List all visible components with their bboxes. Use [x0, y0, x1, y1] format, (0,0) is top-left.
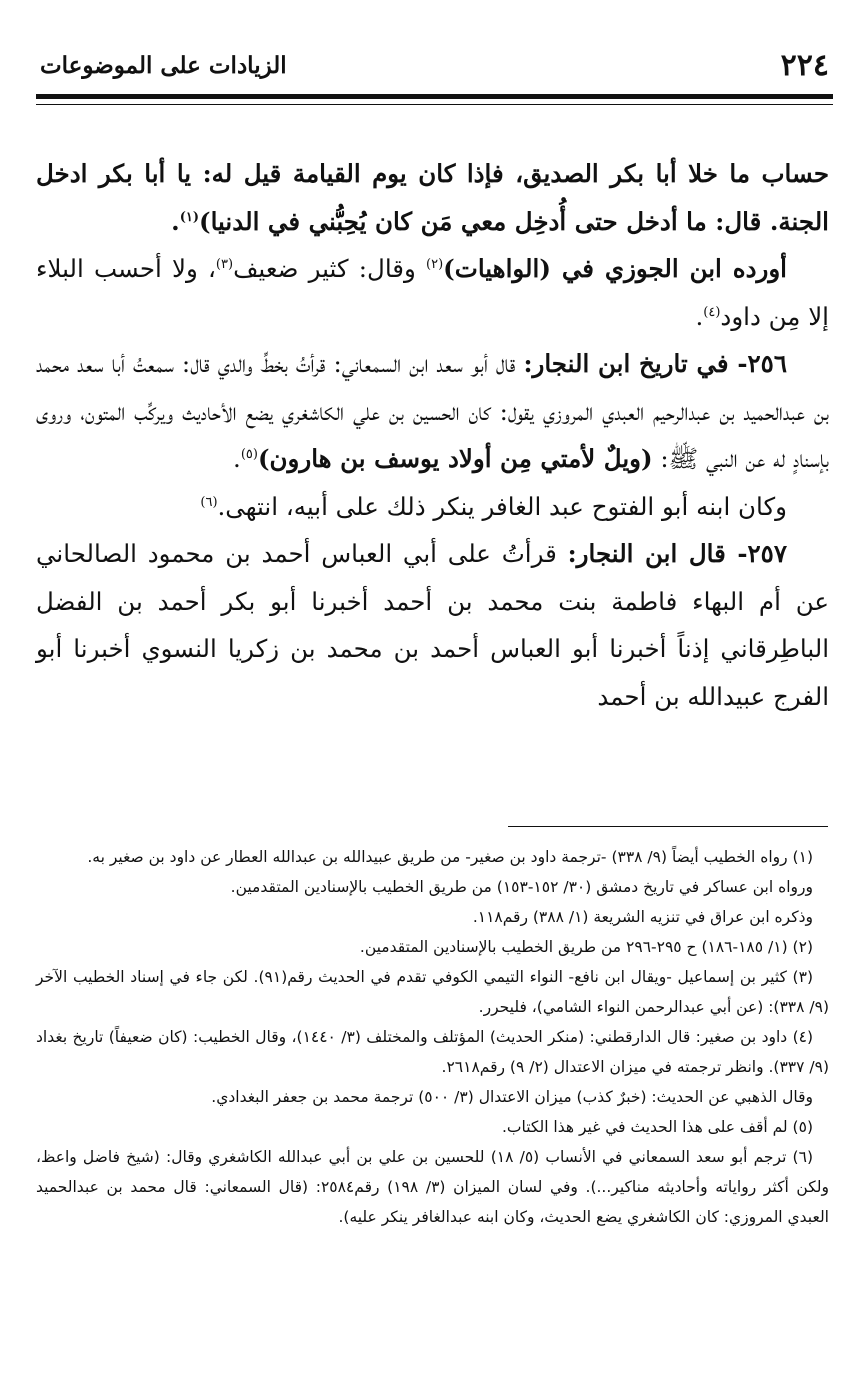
- footnote-line: (٣) كثير بن إسماعيل -ويقال ابن نافع- النواء التيمي الكوفي تقدم في الحديث رقم(٩١). لكن جاء في إسناد الخطيب الآخر (٩/ ٣٣٨): (عن أبي عبدالرحمن النواء الشامي)، فليحرر.: [36, 968, 829, 1016]
- entry-256-quote: (ويلٌ لأمتي مِن أولاد يوسف بن هارون): [257, 444, 653, 473]
- footnote-line: وقال الذهبي عن الحديث: (خبرٌ كذب) ميزان الاعتدال (٣/ ٥٠٠) ترجمة محمد بن جعفر البغدادي.: [211, 1088, 813, 1106]
- commentary-source: أورده ابن الجوزي في (الواهيات): [443, 254, 787, 283]
- entry-256-text: قال أبو سعد ابن السمعاني: قرأتُ بخطِّ والدي قال: سمعتُ أبا سعد محمد بن عبدالحميد بن عبدالرحيم العبدي المروزي يقول: كان الحسين بن علي الكاشغري يضع الأحاديث ويركِّب المتون، وروى بإسنادٍ له عن النبي ﷺ:: [36, 349, 829, 473]
- footnote-ref-1: (١): [179, 209, 199, 225]
- header-rule-thin: [36, 104, 833, 105]
- footnotes: [36, 842, 829, 1232]
- footnote-line: (٤) داود بن صغير: قال الدارقطني: (منكر الحديث) المؤتلف والمختلف (٣/ ١٤٤٠)، وقال الخطيب: (كان ضعيفاً) تاريخ بغداد (٩/ ٣٣٧). وانظر ترجمته في ميزان الاعتدال (٢/ ٩) رقم٢٦١٨.: [36, 1028, 829, 1076]
- hadith-text-end: .: [171, 206, 180, 236]
- page-number: ٢٢٤: [780, 48, 829, 83]
- entry-257-heading: ٢٥٧- قال ابن النجار:: [567, 539, 787, 568]
- footnote-line: (٢) (١/ ١٨٥-١٨٦) ح ٢٩٥-٢٩٦ من طريق الخطيب بالإسنادين المتقدمين.: [359, 938, 813, 956]
- entry-256-note-text: وكان ابنه أبو الفتوح عبد الغافر ينكر ذلك على أبيه، انتهى.: [217, 491, 787, 521]
- footnote-line: ورواه ابن عساكر في تاريخ دمشق (٣٠/ ١٥٢-١٥٣) من طريق الخطيب بالإسنادين المتقدمين.: [230, 878, 813, 896]
- footnote-ref-6: (٦): [200, 494, 218, 510]
- entry-257: [36, 530, 829, 720]
- footnote-line: (١) رواه الخطيب أيضاً (٩/ ٣٣٨) -ترجمة داود بن صغير- من طريق عبيدالله بن عبدالله العطار عن داود بن صغير به.: [87, 848, 813, 866]
- hadith-text-continued: [36, 150, 829, 245]
- entry-256-end: .: [233, 444, 241, 473]
- page-header: [36, 48, 833, 88]
- entry-256: [36, 340, 829, 483]
- footnote-separator: [508, 826, 828, 827]
- footnote-ref-4: (٤): [703, 304, 721, 320]
- entry-257-text: قرأتُ على أبي العباس أحمد بن محمود الصالحاني عن أم البهاء فاطمة بنت محمد بن أحمد أخبرنا أبو بكر أحمد بن الفضل الباطِرقاني إذناً أخبرنا أبو العباس أحمد بن محمد بن زكريا النسوي أخبرنا أبو الفرج عبيدالله بن أحمد: [36, 539, 829, 711]
- hadith-text: حساب ما خلا أبا بكر الصديق، فإذا كان يوم القيامة قيل له: يا أبا بكر ادخل الجنة. قال: ما أدخل حتى أُدخِل معي مَن كان يُحِبُّني في الدنيا): [36, 159, 829, 236]
- footnote-line: وذكره ابن عراق في تنزيه الشريعة (١/ ٣٨٨) رقم١١٨.: [472, 908, 813, 926]
- commentary-paragraph: [36, 245, 829, 340]
- footnote-line: (٦) ترجم أبو سعد السمعاني في الأنساب (٥/ ١٨) للحسين بن علي بن أبي عبدالله الكاشغري وقال: (شيخ فاضل واعظ، ولكن أكثر رواياته وأحاديثه مناكير...). وفي لسان الميزان (٣/ ١٩٨) رقم٢٥٨٤: (قال السمعاني: قال محمد بن عبدالحميد العبدي المروزي: كان الكاشغري يضع الحديث، وكان ابنه عبدالغافر ينكر عليه).: [36, 1148, 830, 1226]
- running-title: الزيادات على الموضوعات: [40, 52, 287, 79]
- footnote-line: (٥) لم أقف على هذا الحديث في غير هذا الكتاب.: [502, 1118, 813, 1136]
- footnote-ref-2: (٢): [426, 256, 444, 272]
- commentary-text: وقال: كثير ضعيف: [233, 254, 427, 283]
- commentary-end: .: [695, 301, 704, 331]
- commentary-text-2: ، ولا أحسب البلاء إلا مِن داود: [36, 254, 829, 331]
- footnote-ref-5: (٥): [240, 446, 258, 462]
- entry-256-heading: ٢٥٦- في تاريخ ابن النجار:: [523, 349, 787, 378]
- header-rule-thick: [36, 94, 833, 99]
- entry-256-note: [36, 483, 829, 531]
- footnote-ref-3: (٣): [215, 256, 234, 272]
- main-text: [36, 150, 829, 720]
